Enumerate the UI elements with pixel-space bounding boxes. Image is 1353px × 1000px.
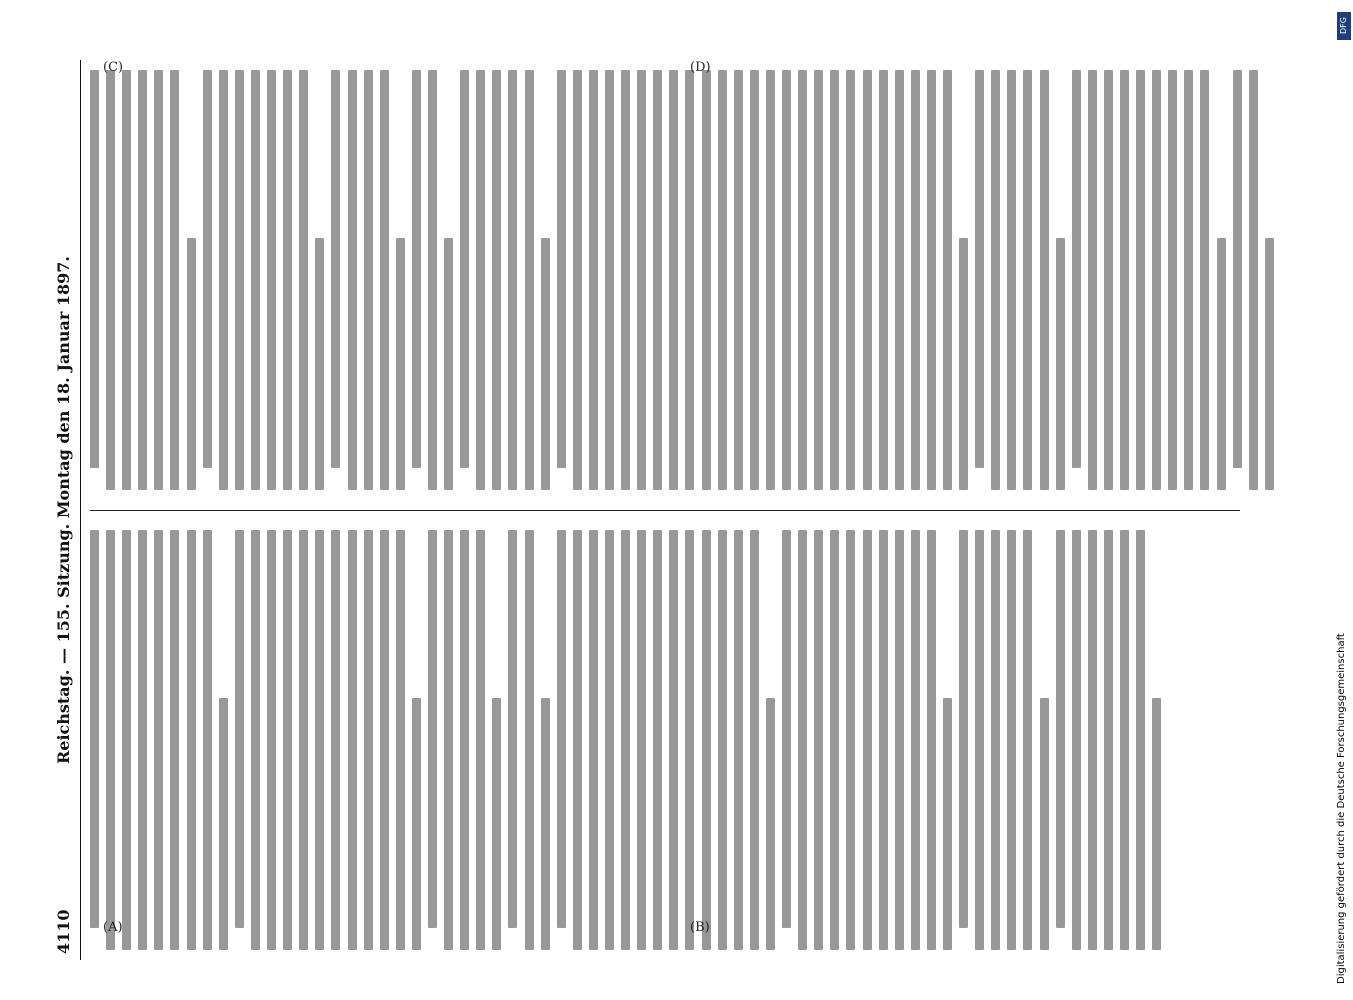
text-line (1007, 70, 1016, 490)
text-line (1040, 70, 1049, 490)
text-line (476, 70, 485, 490)
text-line (235, 70, 244, 490)
text-column-left (90, 530, 1240, 950)
text-line (235, 530, 244, 928)
text-line (1056, 530, 1065, 928)
text-line (782, 530, 791, 928)
text-line (669, 70, 678, 490)
margin-marker-c: (C) (103, 60, 124, 75)
text-line (154, 70, 163, 490)
page-number: 4110 (54, 909, 73, 954)
text-line (364, 530, 373, 950)
text-line (106, 530, 115, 950)
text-line (364, 70, 373, 490)
text-line (991, 530, 1000, 950)
text-line (1072, 530, 1081, 950)
text-line (1233, 70, 1242, 468)
text-line (798, 530, 807, 950)
text-line (911, 530, 920, 950)
text-line (718, 530, 727, 950)
text-line (669, 530, 678, 950)
text-line (460, 70, 469, 468)
text-line (267, 530, 276, 950)
text-line (154, 530, 163, 950)
text-line (331, 530, 340, 950)
text-line (187, 530, 196, 950)
text-line (1120, 70, 1129, 490)
margin-marker-a: (A) (103, 920, 123, 935)
text-line (138, 70, 147, 490)
text-line (251, 70, 260, 490)
text-line (718, 70, 727, 490)
text-line (203, 530, 212, 950)
text-line (766, 70, 775, 490)
text-line (1088, 530, 1097, 950)
text-line (621, 70, 630, 490)
text-line (283, 530, 292, 950)
text-line (589, 70, 598, 490)
margin-marker-d: (D) (690, 60, 711, 75)
text-line (187, 238, 196, 490)
text-line (653, 530, 662, 950)
text-line (170, 530, 179, 950)
text-line (943, 70, 952, 490)
text-line (927, 70, 936, 490)
text-line (1104, 70, 1113, 490)
text-line (846, 530, 855, 950)
text-line (412, 70, 421, 468)
text-line (396, 238, 405, 490)
text-line (927, 530, 936, 950)
text-line (315, 530, 324, 950)
text-line (702, 530, 711, 950)
text-line (122, 530, 131, 950)
text-line (492, 698, 501, 950)
text-line (637, 530, 646, 950)
text-line (879, 530, 888, 950)
text-line (589, 530, 598, 950)
text-line (251, 530, 260, 950)
text-line (863, 70, 872, 490)
text-line (1168, 70, 1177, 490)
text-line (219, 698, 228, 950)
text-line (1007, 530, 1016, 950)
text-line (283, 70, 292, 490)
text-line (798, 70, 807, 490)
text-line (782, 70, 791, 490)
text-line (460, 530, 469, 950)
column-divider (90, 510, 1240, 511)
text-line (830, 530, 839, 950)
text-line (734, 530, 743, 950)
text-line (975, 530, 984, 950)
text-line (959, 238, 968, 490)
text-line (1249, 70, 1258, 490)
text-line (1200, 70, 1209, 490)
text-line (991, 70, 1000, 490)
text-line (573, 70, 582, 490)
text-line (1136, 530, 1145, 950)
text-line (1217, 238, 1226, 490)
running-head: Reichstag. — 155. Sitzung. Montag den 18. Januar 1897. (54, 256, 73, 765)
text-line (476, 530, 485, 950)
text-line (959, 530, 968, 928)
text-line (830, 70, 839, 490)
text-line (975, 70, 984, 468)
text-line (734, 70, 743, 490)
text-line (846, 70, 855, 490)
text-line (557, 70, 566, 468)
dfg-logo: DFG (1337, 12, 1351, 40)
text-line (299, 70, 308, 490)
text-line (702, 70, 711, 490)
text-line (814, 70, 823, 490)
text-line (573, 530, 582, 950)
text-line (428, 70, 437, 490)
text-line (170, 70, 179, 490)
text-line (1152, 698, 1161, 950)
text-line (637, 70, 646, 490)
text-line (557, 530, 566, 928)
page-header (50, 60, 81, 960)
text-line (90, 530, 99, 928)
text-line (219, 70, 228, 490)
text-line (380, 70, 389, 490)
text-line (315, 238, 324, 490)
text-line (653, 70, 662, 490)
text-column-right (90, 70, 1240, 490)
text-line (605, 70, 614, 490)
text-line (525, 70, 534, 490)
text-line (879, 70, 888, 490)
text-line (1265, 238, 1274, 490)
text-line (508, 530, 517, 928)
text-line (1072, 70, 1081, 468)
text-line (895, 70, 904, 490)
text-line (106, 70, 115, 490)
text-line (685, 530, 694, 950)
document-page (50, 60, 1300, 960)
text-line (1088, 70, 1097, 490)
text-line (444, 238, 453, 490)
text-line (1184, 70, 1193, 490)
text-line (814, 530, 823, 950)
text-line (396, 530, 405, 950)
digitization-credit: Digitalisierung gefördert durch die Deutsche Forschungsgemeinschaft (1336, 633, 1347, 984)
margin-marker-b: (B) (690, 920, 710, 935)
text-line (508, 70, 517, 490)
text-line (525, 530, 534, 950)
text-line (685, 70, 694, 490)
text-line (541, 698, 550, 950)
text-line (1152, 70, 1161, 490)
text-line (943, 698, 952, 950)
text-line (750, 70, 759, 490)
text-line (138, 530, 147, 950)
text-line (1023, 70, 1032, 490)
text-line (1120, 530, 1129, 950)
text-line (1104, 530, 1113, 950)
text-line (267, 70, 276, 490)
text-line (1136, 70, 1145, 490)
text-line (90, 70, 99, 468)
text-line (895, 530, 904, 950)
text-line (541, 238, 550, 490)
text-line (348, 70, 357, 490)
text-line (621, 530, 630, 950)
text-line (299, 530, 308, 950)
text-line (1056, 238, 1065, 490)
text-line (1023, 530, 1032, 950)
text-line (605, 530, 614, 950)
text-line (1040, 698, 1049, 950)
text-line (412, 698, 421, 950)
text-line (911, 70, 920, 490)
text-line (444, 530, 453, 950)
text-line (766, 698, 775, 950)
text-line (492, 70, 501, 490)
text-line (750, 530, 759, 950)
text-line (203, 70, 212, 468)
text-line (863, 530, 872, 950)
text-line (122, 70, 131, 490)
text-line (348, 530, 357, 950)
text-line (428, 530, 437, 928)
text-line (380, 530, 389, 950)
text-line (331, 70, 340, 468)
